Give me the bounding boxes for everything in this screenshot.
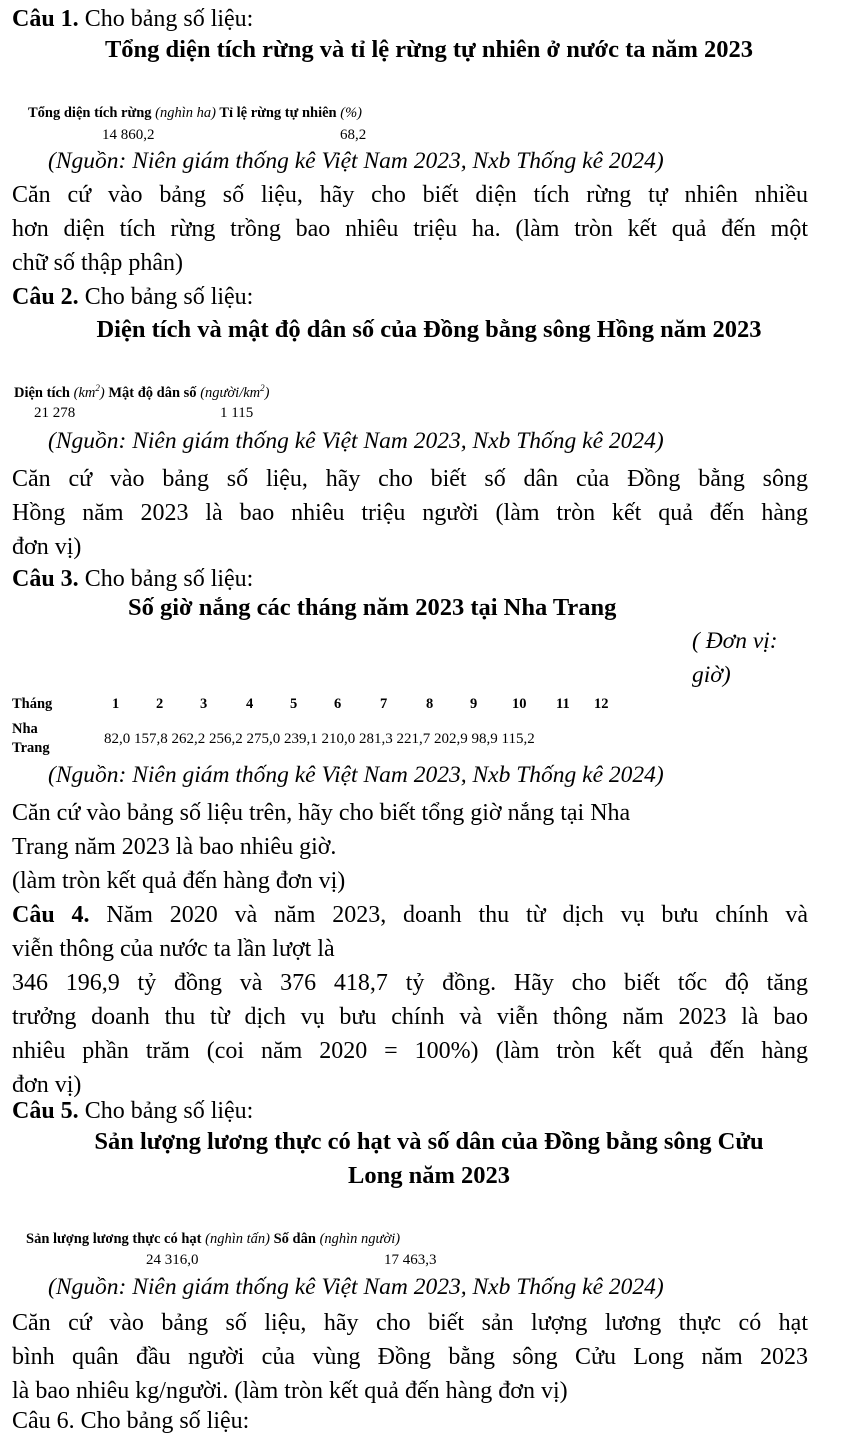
q2-source: (Nguồn: Niên giám thống kê Việt Nam 2023, Nxb Thống kê 2024) xyxy=(48,428,664,454)
q1-col1-unit: (nghìn ha) xyxy=(151,105,216,121)
q5-source: (Nguồn: Niên giám thống kê Việt Nam 2023, Nxb Thống kê 2024) xyxy=(48,1274,664,1300)
q5-col2-value: 17 463,3 xyxy=(384,1252,437,1268)
q5-table-title-line2: Long năm 2023 xyxy=(347,1162,510,1189)
q3-text-line: Trang năm 2023 là bao nhiêu giờ. xyxy=(12,834,337,860)
q3-intro: Cho bảng số liệu: xyxy=(78,566,254,592)
q2-text-line: Hồng năm 2023 là bao nhiêu triệu người (làm tròn kết quả đến hàng xyxy=(12,500,808,526)
q2-col2-unit: $(người/km^2)$ xyxy=(196,383,270,401)
q4-question xyxy=(12,898,808,1102)
q1-col1-header: Tổng diện tích rừng xyxy=(28,105,152,121)
q1-label: Câu 1. xyxy=(12,6,79,32)
q2-text-line: đơn vị) xyxy=(12,534,82,560)
q1-question xyxy=(12,178,808,280)
q5-col1-unit: (nghìn tấn) xyxy=(201,1231,270,1247)
q1-table-header xyxy=(28,104,362,122)
month-cell: 6 xyxy=(334,696,342,712)
q5-table-header xyxy=(26,1230,400,1248)
q3-values-row: 82,0 157,8 262,2 256,2 275,0 239,1 210,0 281,3 221,7 202,9 98,9 115,2 xyxy=(104,731,535,747)
month-cell: 8 xyxy=(426,696,434,712)
q2-heading xyxy=(12,280,253,314)
q5-text-line: Căn cứ vào bảng số liệu, hãy cho biết sản lượng lương thực có hạt xyxy=(12,1310,808,1336)
q3-source: (Nguồn: Niên giám thống kê Việt Nam 2023, Nxb Thống kê 2024) xyxy=(48,762,664,788)
q5-text-line: là bao nhiêu kg/người. (làm tròn kết quả đến hàng đơn vị) xyxy=(12,1378,568,1404)
q3-heading xyxy=(12,562,253,596)
q3-unit-line1: ( Đơn vị: xyxy=(692,628,778,654)
month-cell: 5 xyxy=(290,696,298,712)
q2-text-line: Căn cứ vào bảng số liệu, hãy cho biết số dân của Đồng bằng sông xyxy=(12,466,808,492)
q2-col2-value: 1 115 xyxy=(220,405,254,421)
q1-table-title: Tổng diện tích rừng và tỉ lệ rừng tự nhiên ở nước ta năm 2023 xyxy=(104,36,754,63)
q2-question xyxy=(12,462,808,564)
q5-col2-unit: (nghìn người) xyxy=(315,1231,401,1247)
month-cell: 12 xyxy=(594,696,609,712)
q2-col2-header: Mật độ dân số xyxy=(104,385,197,401)
q4-text-line: trưởng doanh thu từ dịch vụ bưu chính và viễn thông năm 2023 là bao xyxy=(12,1004,808,1030)
q1-col2-header: Tỉ lệ rừng tự nhiên xyxy=(215,105,337,121)
q2-col1-header: Diện tích xyxy=(14,385,70,401)
q3-row-label-nha: Nha xyxy=(12,721,38,737)
q3-text-line: Căn cứ vào bảng số liệu trên, hãy cho biết tổng giờ nắng tại Nha xyxy=(12,800,631,826)
q5-label: Câu 5. xyxy=(12,1098,79,1124)
month-cell: 3 xyxy=(200,696,208,712)
q1-text-line: chữ số thập phân) xyxy=(12,250,183,276)
q1-intro: Cho bảng số liệu: xyxy=(78,6,254,32)
q1-col1-value: 14 860,2 xyxy=(102,127,155,143)
q3-question xyxy=(12,796,808,898)
q3-unit-line2: giờ) xyxy=(692,662,731,688)
q2-col1-unit: $(km^2)$ xyxy=(69,383,105,401)
month-cell: 2 xyxy=(156,696,164,712)
q2-table-title: Diện tích và mật độ dân số của Đồng bằng sông Hồng năm 2023 xyxy=(96,316,762,343)
q4-text-line: đơn vị) xyxy=(12,1072,82,1098)
q5-question xyxy=(12,1306,808,1408)
q5-col1-value: 24 316,0 xyxy=(146,1252,199,1268)
q1-text-line: Căn cứ vào bảng số liệu, hãy cho biết diện tích rừng tự nhiên nhiều xyxy=(12,182,808,208)
month-cell: 10 xyxy=(512,696,527,712)
month-cell: 11 xyxy=(556,696,570,712)
q4-text-line: nhiêu phần trăm (coi năm 2020 = 100%) (làm tròn kết quả đến hàng xyxy=(12,1038,808,1064)
q3-table-title: Số giờ nắng các tháng năm 2023 tại Nha Trang xyxy=(128,594,617,621)
q4-text-line: 346 196,9 tỷ đồng và 376 418,7 tỷ đồng. Hãy cho biết tốc độ tăng xyxy=(12,970,808,996)
month-cell: 7 xyxy=(380,696,388,712)
q5-text-line: bình quân đầu người của vùng Đồng bằng sông Cửu Long năm 2023 xyxy=(12,1344,808,1370)
q3-row-label-trang: Trang xyxy=(12,740,50,756)
q3-row-label-month: Tháng xyxy=(12,696,53,712)
q5-table-title-line1: Sản lượng lương thực có hạt và số dân của Đồng bằng sông Cửu xyxy=(94,1128,764,1155)
q1-text-line: hơn diện tích rừng trồng bao nhiêu triệu ha. (làm tròn kết quả đến một xyxy=(12,216,808,242)
q3-text-line: (làm tròn kết quả đến hàng đơn vị) xyxy=(12,868,346,894)
q3-month-row xyxy=(104,696,632,716)
q2-table-header xyxy=(14,384,269,402)
q5-col1-header: Sản lượng lương thực có hạt xyxy=(26,1231,202,1247)
q4-label: Câu 4. xyxy=(12,902,90,928)
q1-col2-unit: (%) xyxy=(336,105,362,121)
month-cell: 4 xyxy=(246,696,254,712)
q4-first-line: Câu 4. Năm 2020 và năm 2023, doanh thu từ dịch vụ bưu chính và xyxy=(12,902,808,928)
q2-label: Câu 2. xyxy=(12,284,79,310)
month-cell: 9 xyxy=(470,696,478,712)
month-cell: 1 xyxy=(112,696,120,712)
q2-col1-value: 21 278 xyxy=(34,405,76,421)
q3-label: Câu 3. xyxy=(12,566,79,592)
q1-col2-value: 68,2 xyxy=(340,127,367,143)
q2-intro: Cho bảng số liệu: xyxy=(78,284,254,310)
q1-source: (Nguồn: Niên giám thống kê Việt Nam 2023, Nxb Thống kê 2024) xyxy=(48,148,664,174)
q5-col2-header: Số dân xyxy=(269,1231,316,1247)
q6-partial-heading: Câu 6. Cho bảng số liệu: xyxy=(12,1408,250,1434)
q5-intro: Cho bảng số liệu: xyxy=(78,1098,254,1124)
q1-heading xyxy=(12,2,253,36)
q4-text-line: viễn thông của nước ta lần lượt là xyxy=(12,936,335,962)
q5-heading xyxy=(12,1094,253,1128)
